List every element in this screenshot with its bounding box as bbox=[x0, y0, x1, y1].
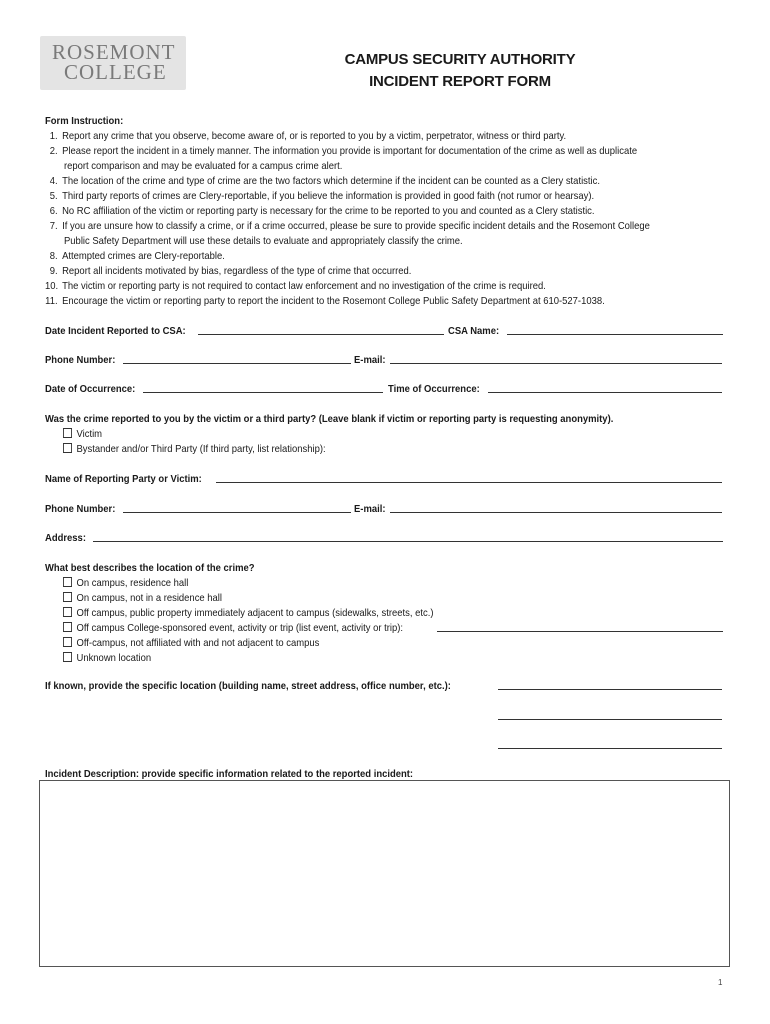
location-checkbox[interactable] bbox=[63, 607, 72, 617]
reporting-party-label: Name of Reporting Party or Victim: bbox=[45, 473, 202, 485]
instruction-item: 5. Third party reports of crimes are Clery-reportable, if you believe the information is provided in good faith (not rumor or hearsay). bbox=[49, 190, 595, 202]
location-checkbox[interactable] bbox=[63, 592, 72, 602]
phone-number-label: Phone Number: bbox=[45, 354, 116, 366]
specific-location-input-2[interactable] bbox=[498, 719, 722, 720]
reporting-party-input[interactable] bbox=[216, 482, 722, 483]
phone-number-input[interactable] bbox=[123, 363, 351, 364]
address-input[interactable] bbox=[93, 541, 723, 542]
location-question: What best describes the location of the crime? bbox=[45, 562, 255, 574]
csa-name-label: CSA Name: bbox=[448, 325, 500, 337]
csa-name-input[interactable] bbox=[507, 334, 723, 335]
instruction-item: 8. Attempted crimes are Clery-reportable. bbox=[49, 250, 225, 262]
instruction-item: 2. Please report the incident in a timely manner. The information you provide is important for documentation of the crime as well as duplicate bbox=[49, 145, 638, 157]
time-of-occurrence-label: Time of Occurrence: bbox=[388, 383, 480, 395]
page-number: 1 bbox=[718, 978, 723, 987]
email-label: E-mail: bbox=[354, 354, 386, 366]
incident-description-label: Incident Description: provide specific information related to the reported incident: bbox=[45, 768, 414, 780]
date-of-occurrence-input[interactable] bbox=[143, 392, 383, 393]
instruction-item: 4. The location of the crime and type of crime are the two factors which determine if the incident can be counted as a Clery statistic. bbox=[49, 175, 600, 187]
date-of-occurrence-label: Date of Occurrence: bbox=[45, 383, 136, 395]
location-option[interactable]: On campus, residence hall bbox=[63, 577, 188, 590]
form-title-line-2: INCIDENT REPORT FORM bbox=[369, 73, 551, 90]
email-label-2: E-mail: bbox=[354, 503, 386, 515]
option-victim[interactable]: Victim bbox=[63, 428, 102, 441]
location-checkbox[interactable] bbox=[63, 637, 72, 647]
email-input[interactable] bbox=[390, 363, 722, 364]
email-input-2[interactable] bbox=[390, 512, 722, 513]
rosemont-college-logo bbox=[40, 36, 186, 90]
location-option[interactable]: Off campus, public property immediately adjacent to campus (sidewalks, streets, etc.) bbox=[63, 607, 433, 620]
location-option[interactable]: Unknown location bbox=[63, 652, 151, 665]
logo-line-1: ROSEMONT bbox=[52, 40, 176, 64]
location-option[interactable]: Off-campus, not affiliated with and not adjacent to campus bbox=[63, 637, 319, 650]
phone-number-input-2[interactable] bbox=[123, 512, 351, 513]
address-label: Address: bbox=[45, 532, 86, 544]
instruction-item-continued: Public Safety Department will use these details to evaluate and appropriately classify the crime. bbox=[64, 235, 463, 247]
instruction-item: 1. Report any crime that you observe, become aware of, or is reported to you by a victim, perpetrator, witness or third party. bbox=[49, 130, 567, 142]
location-checkbox[interactable] bbox=[63, 577, 72, 587]
event-activity-input[interactable] bbox=[437, 631, 723, 632]
incident-description-textarea[interactable] bbox=[39, 780, 730, 967]
location-option[interactable]: On campus, not in a residence hall bbox=[63, 592, 222, 605]
form-title-line-1: CAMPUS SECURITY AUTHORITY bbox=[344, 51, 576, 68]
victim-checkbox[interactable] bbox=[63, 428, 72, 438]
location-option[interactable]: Off campus College-sponsored event, activity or trip (list event, activity or trip): bbox=[63, 622, 403, 635]
instruction-item: 10. The victim or reporting party is not required to contact law enforcement and no investigation of the crime is required. bbox=[45, 280, 546, 292]
date-reported-input[interactable] bbox=[198, 334, 444, 335]
date-reported-label: Date Incident Reported to CSA: bbox=[45, 325, 186, 337]
logo-line-2: COLLEGE bbox=[64, 60, 167, 84]
phone-number-label-2: Phone Number: bbox=[45, 503, 116, 515]
instruction-item: 9. Report all incidents motivated by bias, regardless of the type of crime that occurred. bbox=[49, 265, 412, 277]
instructions-heading: Form Instruction: bbox=[45, 115, 124, 127]
location-checkbox[interactable] bbox=[63, 622, 72, 632]
reported-by-question: Was the crime reported to you by the victim or a third party? (Leave blank if victim or reporting party is requesting anonymity). bbox=[45, 413, 614, 425]
specific-location-label: If known, provide the specific location (building name, street address, office number, etc.): bbox=[45, 680, 451, 692]
instruction-item-continued: report comparison and may be evaluated for a campus crime alert. bbox=[64, 160, 343, 172]
time-of-occurrence-input[interactable] bbox=[488, 392, 722, 393]
instruction-item: 6. No RC affiliation of the victim or reporting party is necessary for the crime to be reported to you and counted as a Clery statistic. bbox=[49, 205, 595, 217]
instruction-item: 7. If you are unsure how to classify a crime, or if a crime occurred, please be sure to provide specific incident details and the Rosemont College bbox=[49, 220, 650, 232]
bystander-checkbox[interactable] bbox=[63, 443, 72, 453]
specific-location-input-3[interactable] bbox=[498, 748, 722, 749]
instruction-item: 11. Encourage the victim or reporting party to report the incident to the Rosemont College Public Safety Department at 610-527-1038. bbox=[45, 295, 605, 307]
location-checkbox[interactable] bbox=[63, 652, 72, 662]
specific-location-input-1[interactable] bbox=[498, 689, 722, 690]
option-bystander[interactable]: Bystander and/or Third Party (If third party, list relationship): bbox=[63, 443, 326, 456]
